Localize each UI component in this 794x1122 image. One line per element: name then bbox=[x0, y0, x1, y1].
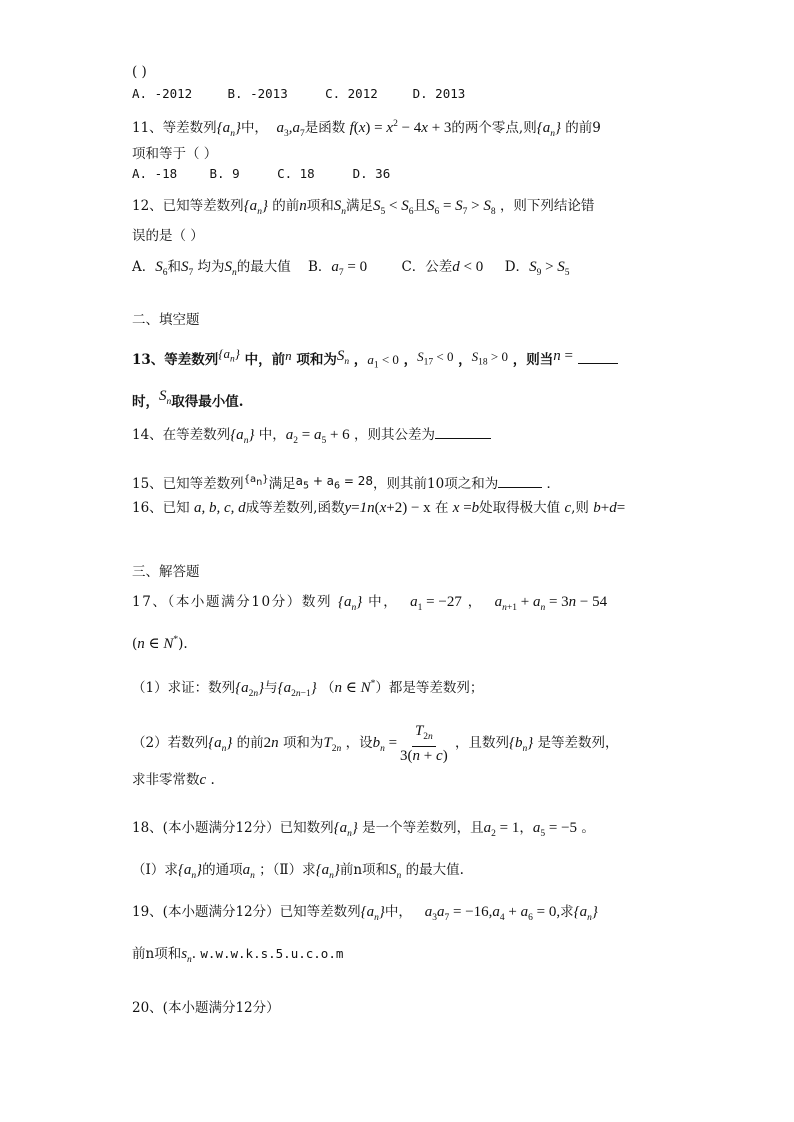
section-fill-blank-title bbox=[132, 310, 200, 330]
section-answer-title bbox=[132, 562, 200, 582]
q12-text: 误的是（ ） bbox=[132, 228, 204, 244]
q17-text: 是等差数列， bbox=[537, 735, 619, 751]
q17-text: 与 bbox=[264, 680, 278, 696]
q15-text: 15、已知等差数列 bbox=[132, 476, 244, 492]
q13-text: 取得最小值. bbox=[171, 394, 244, 410]
q18-subparts: （Ⅰ）求$\{a_n\}$的通项$a_n$ ；（Ⅱ）求$\{a_n\}$前n项和$S_n$ 的最大值. bbox=[132, 862, 464, 881]
q11-text: 是函数 bbox=[304, 120, 346, 136]
q19-text: 19、(本小题满分12分）已知等差数列 bbox=[132, 904, 361, 920]
q20-stem bbox=[132, 998, 280, 1018]
q13-text: 中，前 bbox=[244, 352, 286, 368]
q17-part1: （1）求证：数列$\{a_{2n}\}$与$\{a_{2n-1}\}$ （n ∈ N*）都是等差数列； bbox=[132, 679, 484, 699]
q12-option-d: D．$S_9 > S_5$ bbox=[504, 259, 570, 278]
q16-text: 成等差数列,函数 bbox=[245, 500, 345, 516]
q19-stem: 19、(本小题满分12分）已知等差数列$\{a_n\}$中， $a_3a_7 = -16,a_4 + a_6 = 0$,求$\{a_n\}$ bbox=[132, 904, 598, 923]
q17-text: ）都是等差数列； bbox=[375, 680, 484, 696]
q11-option-b: B. 9 bbox=[209, 166, 240, 181]
q14-answer-blank[interactable] bbox=[435, 424, 491, 439]
q16-text: 处取得极大值 bbox=[479, 500, 561, 516]
q18-stem: 18、(本小题满分12分）已知数列$\{a_n\}$ 是一个等差数列，且$a_2 = 1$，$a_5 = -5$ 。 bbox=[132, 820, 595, 839]
q18-text: 的最大值. bbox=[405, 862, 464, 878]
q18-text: （Ⅰ）求 bbox=[132, 862, 178, 878]
q12-option-c: C．公差d < 0 bbox=[401, 259, 484, 275]
q11-stem: 11、等差数列$\{a_n\}$中， $a_3,a_7$是函数 $f(x) = x^2 - 4x + 3$的两个零点,则$\{a_n\}$ 的前9 bbox=[132, 119, 601, 139]
q19-stem-line2: 前n项和$s_n$. w.w.w.k.s.5.u.c.o.m bbox=[132, 946, 344, 965]
q16-text: 16、已知 bbox=[132, 500, 190, 516]
q17-text: 的前 bbox=[236, 735, 264, 751]
q18-text: ；（Ⅱ）求 bbox=[259, 862, 316, 878]
q17-stem-line2: (n ∈ N*). bbox=[132, 635, 188, 652]
q17-text: 项和为 bbox=[282, 735, 324, 751]
q10-options bbox=[132, 84, 465, 104]
q13-stem-line2: 时，$S_n$取得最小值. bbox=[132, 388, 244, 410]
q17-text: ). bbox=[178, 636, 188, 652]
q11-text: 项和等于（ ） bbox=[132, 146, 218, 162]
q18-text: 18、(本小题满分12分）已知数列 bbox=[132, 820, 334, 836]
q12-text: ，则下列结论错 bbox=[499, 198, 595, 214]
paren-text: ( ) bbox=[132, 64, 147, 80]
q17-text: 中， bbox=[368, 594, 399, 610]
q10-answer-paren bbox=[132, 62, 147, 82]
q10-option-b: B. -2013 bbox=[227, 86, 288, 101]
opt-text: 和 bbox=[167, 259, 181, 275]
opt-label: C．公差 bbox=[401, 259, 453, 275]
q12-text: 的前 bbox=[272, 198, 300, 214]
q15-stem: 15、已知等差数列$^{\{a_n\}}$满足$a_5 + a_6 = 28$，则其前10项之和为 ． bbox=[132, 474, 561, 492]
q12-text: 项和 bbox=[306, 198, 334, 214]
q18-text: 是一个等差数列，且 bbox=[362, 820, 484, 836]
q20-text: 20、(本小题满分12分） bbox=[132, 1000, 280, 1016]
q13-text: 时， bbox=[132, 394, 159, 410]
q18-text: 。 bbox=[581, 820, 595, 836]
q11-text: 中， bbox=[240, 120, 268, 136]
q17-part2-line2: 求非零常数c . bbox=[132, 772, 215, 788]
opt-text: 的最大值 bbox=[236, 259, 291, 275]
q10-option-c: C. 2012 bbox=[325, 86, 378, 101]
section-title: 三、解答题 bbox=[132, 564, 200, 580]
q17-text: ，且数列 bbox=[454, 735, 509, 751]
q17-text: 求非零常数 bbox=[132, 772, 200, 788]
q17-text: . bbox=[210, 772, 215, 788]
q12-text: 且 bbox=[413, 198, 427, 214]
q12-option-a: A．$S_6$和$S_7$ 均为$S_n$的最大值 bbox=[132, 259, 291, 278]
q12-option-b: B．$a_7 = 0$ bbox=[307, 259, 368, 278]
q13-text: 项和为 bbox=[296, 352, 337, 368]
q16-text: ,则 bbox=[571, 500, 589, 516]
q10-option-a: A. -2012 bbox=[132, 86, 193, 101]
q13-stem: 13、等差数列$\{a_n\}$ 中，前n 项和为$S_n$ ，$a_1 < 0$ ，$S_{17} < 0$ ，$S_{18} > 0$ ，则当n = bbox=[132, 344, 618, 376]
q11-options bbox=[132, 164, 390, 184]
q18-text: ， bbox=[519, 820, 533, 836]
q12-stem: 12、已知等差数列$\{a_n\}$ 的前n项和$S_n$满足$S_5 < S_6$且$S_6 = S_7 > S_8$ ，则下列结论错 bbox=[132, 198, 595, 217]
q15-text: 满足 bbox=[268, 476, 296, 492]
q12-stem-line2 bbox=[132, 226, 204, 246]
q18-text: 前n项和 bbox=[339, 862, 390, 878]
q12-text: 满足 bbox=[345, 198, 373, 214]
opt-text: 均为 bbox=[197, 259, 225, 275]
q18-text: 的通项 bbox=[202, 862, 243, 878]
q11-text: 11、等差数列 bbox=[132, 120, 217, 136]
q12-options bbox=[132, 257, 570, 283]
q17-text: 17、（本小题满分10分）数列 bbox=[132, 594, 333, 610]
q17-part2: （2）若数列$\{a_n\}$ 的前2n 项和为$T_{2n}$ ，设$b_n$ = $\frac{T_{2n}}{3(n + c)}$ ，且数列$\{b_n\}$ 是等差数列， bbox=[132, 723, 619, 764]
q14-text: ，则其公差为 bbox=[353, 427, 435, 443]
q15-text: ，则其前10项之和为 bbox=[373, 476, 499, 492]
q11-option-c: C. 18 bbox=[277, 166, 315, 181]
q17-text: ，设 bbox=[345, 735, 373, 751]
opt-label: A． bbox=[132, 259, 156, 275]
q11-stem-line2 bbox=[132, 144, 217, 164]
q15-answer-blank[interactable] bbox=[498, 473, 542, 488]
opt-label: B． bbox=[307, 259, 332, 275]
q17-stem: 17、（本小题满分10分）数列 $\{a_n\}$ 中， $a_1 = -27$ ， $a_{n+1} + a_n = 3n - 54$ bbox=[132, 594, 608, 613]
q14-stem: 14、在等差数列$\{a_n\}$ 中，$a_2 = a_5 + 6$ ，则其公差为 bbox=[132, 424, 491, 451]
q17-text: （ bbox=[321, 680, 335, 696]
q13-text: 13、等差数列 bbox=[132, 352, 219, 368]
q19-text: 前n项和 bbox=[132, 946, 182, 962]
q11-text: 的两个零点,则 bbox=[451, 120, 537, 136]
q16-stem: 16、已知 a, b, c, d成等差数列,函数y=1n(x+2) − x 在 x =b处取得极大值 c,则 b+d= bbox=[132, 500, 626, 516]
q19-text: 求 bbox=[560, 904, 574, 920]
q17-text: （1）求证：数列 bbox=[132, 680, 236, 696]
q11-option-a: A. -18 bbox=[132, 166, 178, 181]
q14-text: 14、在等差数列 bbox=[132, 427, 231, 443]
q17-fraction: $\frac{T_{2n}}{3(n + c)}$ bbox=[400, 723, 448, 764]
opt-label: D． bbox=[504, 259, 530, 275]
q19-text: . bbox=[191, 946, 197, 962]
q12-text: 12、已知等差数列 bbox=[132, 198, 244, 214]
watermark-text: w.w.w.k.s.5.u.c.o.m bbox=[200, 946, 344, 961]
q16-text: 在 bbox=[434, 500, 449, 516]
section-title: 二、填空题 bbox=[132, 312, 200, 328]
q11-text: 的前9 bbox=[565, 120, 601, 136]
q11-option-d: D. 36 bbox=[352, 166, 391, 181]
q19-text: 中， bbox=[384, 904, 412, 920]
q14-text: 中， bbox=[258, 427, 286, 443]
q13-answer-blank[interactable] bbox=[578, 349, 618, 364]
q10-option-d: D. 2013 bbox=[412, 86, 466, 101]
q17-text: （2）若数列 bbox=[132, 735, 209, 751]
q15-text: ． bbox=[546, 476, 561, 492]
q13-text: ，则当 bbox=[512, 352, 554, 368]
